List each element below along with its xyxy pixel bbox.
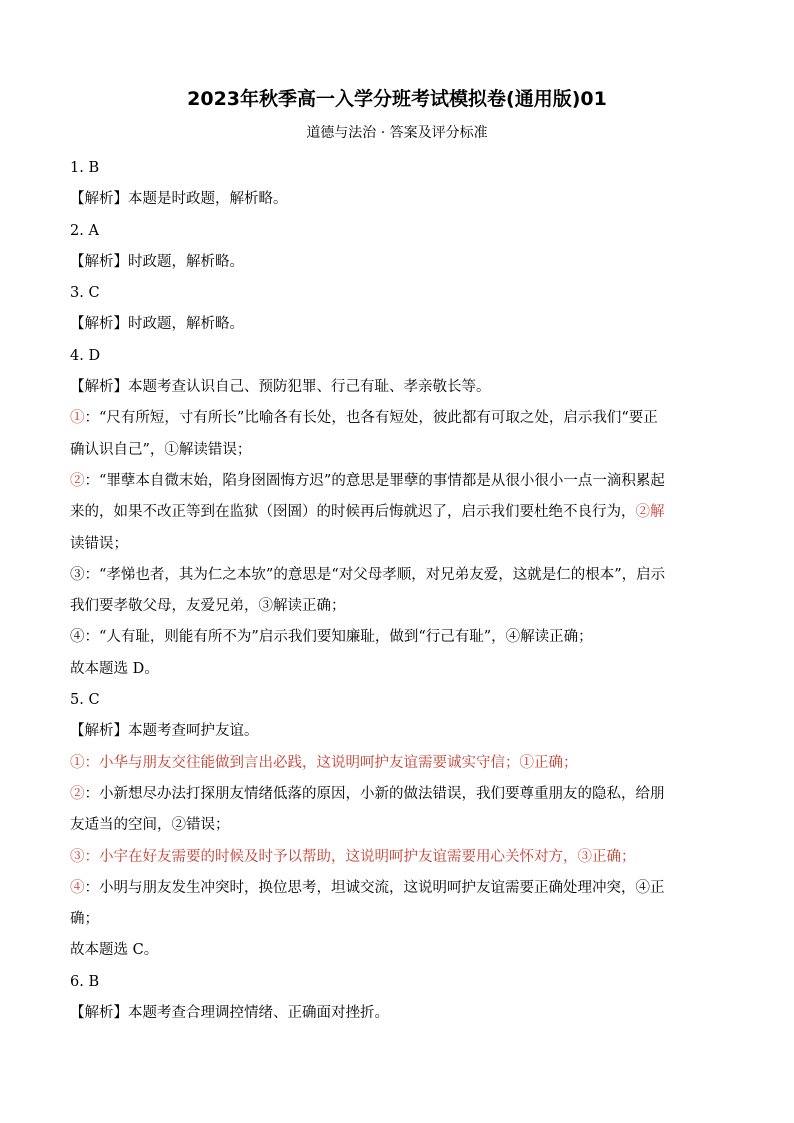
text-line: 友适当的空间，②错误； <box>70 817 230 834</box>
text-line: ③：小宇在好友需要的时候及时予以帮助，这说明呵护友谊需要用心关怀对方，③正确； <box>70 848 636 865</box>
text-line: 故本题选 C。 <box>70 942 159 959</box>
text-line: 【解析】本题考查合理调控情绪、正确面对挫折。 <box>70 1005 389 1022</box>
text-line: ①：小华与朋友交往能做到言出必践，这说明呵护友谊需要诚实守信；①正确； <box>70 754 578 771</box>
text-line: 确； <box>70 911 99 928</box>
text-line: 【解析】本题考查呵护友谊。 <box>70 723 259 740</box>
text-line: 2. A <box>70 222 99 239</box>
text-line: 故本题选 D。 <box>70 660 159 677</box>
text-line: 【解析】时政题，解析略。 <box>70 253 244 270</box>
text-line: ②：“罪孽本自微末始，陷身囹圄悔方迟”的意思是罪孽的事情都是从很小很小一点一滴积累起 <box>70 472 665 489</box>
text-line: 来的，如果不改正等到在监狱（囹圄）的时候再后悔就迟了，启示我们要杜绝不良行为，②解 <box>70 504 665 521</box>
text-line: 【解析】时政题，解析略。 <box>70 316 244 333</box>
text-line: 我们要孝敬父母，友爱兄弟，③解读正确； <box>70 598 346 615</box>
text-line: ①：“尺有所短，寸有所长”比喻各有长处，也各有短处，彼此都有可取之处，启示我们“要正 <box>70 410 658 427</box>
text-line: 1. B <box>70 160 100 176</box>
text-line: 确认识自己”，①解读错误； <box>70 441 252 458</box>
text-line: 6. B <box>70 973 100 990</box>
text-line: 【解析】本题考查认识自己、预防犯罪、行己有耻、孝亲敬长等。 <box>70 379 491 396</box>
answer-content <box>70 153 724 1029</box>
text-line: ③：“孝悌也者，其为仁之本欤”的意思是“对父母孝顺，对兄弟友爱，这就是仁的根本”，启示 <box>70 566 666 583</box>
text-line: ④：小明与朋友发生冲突时，换位思考，坦诚交流，这说明呵护友谊需要正确处理冲突，④正 <box>70 879 665 896</box>
text-line: ②：小新想尽办法打探朋友情绪低落的原因，小新的做法错误，我们要尊重朋友的隐私，给朋 <box>70 785 665 802</box>
text-line: 5. C <box>70 692 100 709</box>
text-line: 3. C <box>70 285 100 302</box>
text-line: 4. D <box>70 347 101 364</box>
page-subtitle: 道德与法治 · 答案及评分标准 <box>306 125 488 141</box>
text-line: 读错误； <box>70 535 128 552</box>
text-line: 【解析】本题是时政题，解析略。 <box>70 191 288 208</box>
text-line: ④：“人有耻，则能有所不为”启示我们要知廉耻，做到“行己有耻”，④解读正确； <box>70 629 593 646</box>
page-title: 2023年秋季高一入学分班考试模拟卷(通用版)01 <box>187 88 607 110</box>
